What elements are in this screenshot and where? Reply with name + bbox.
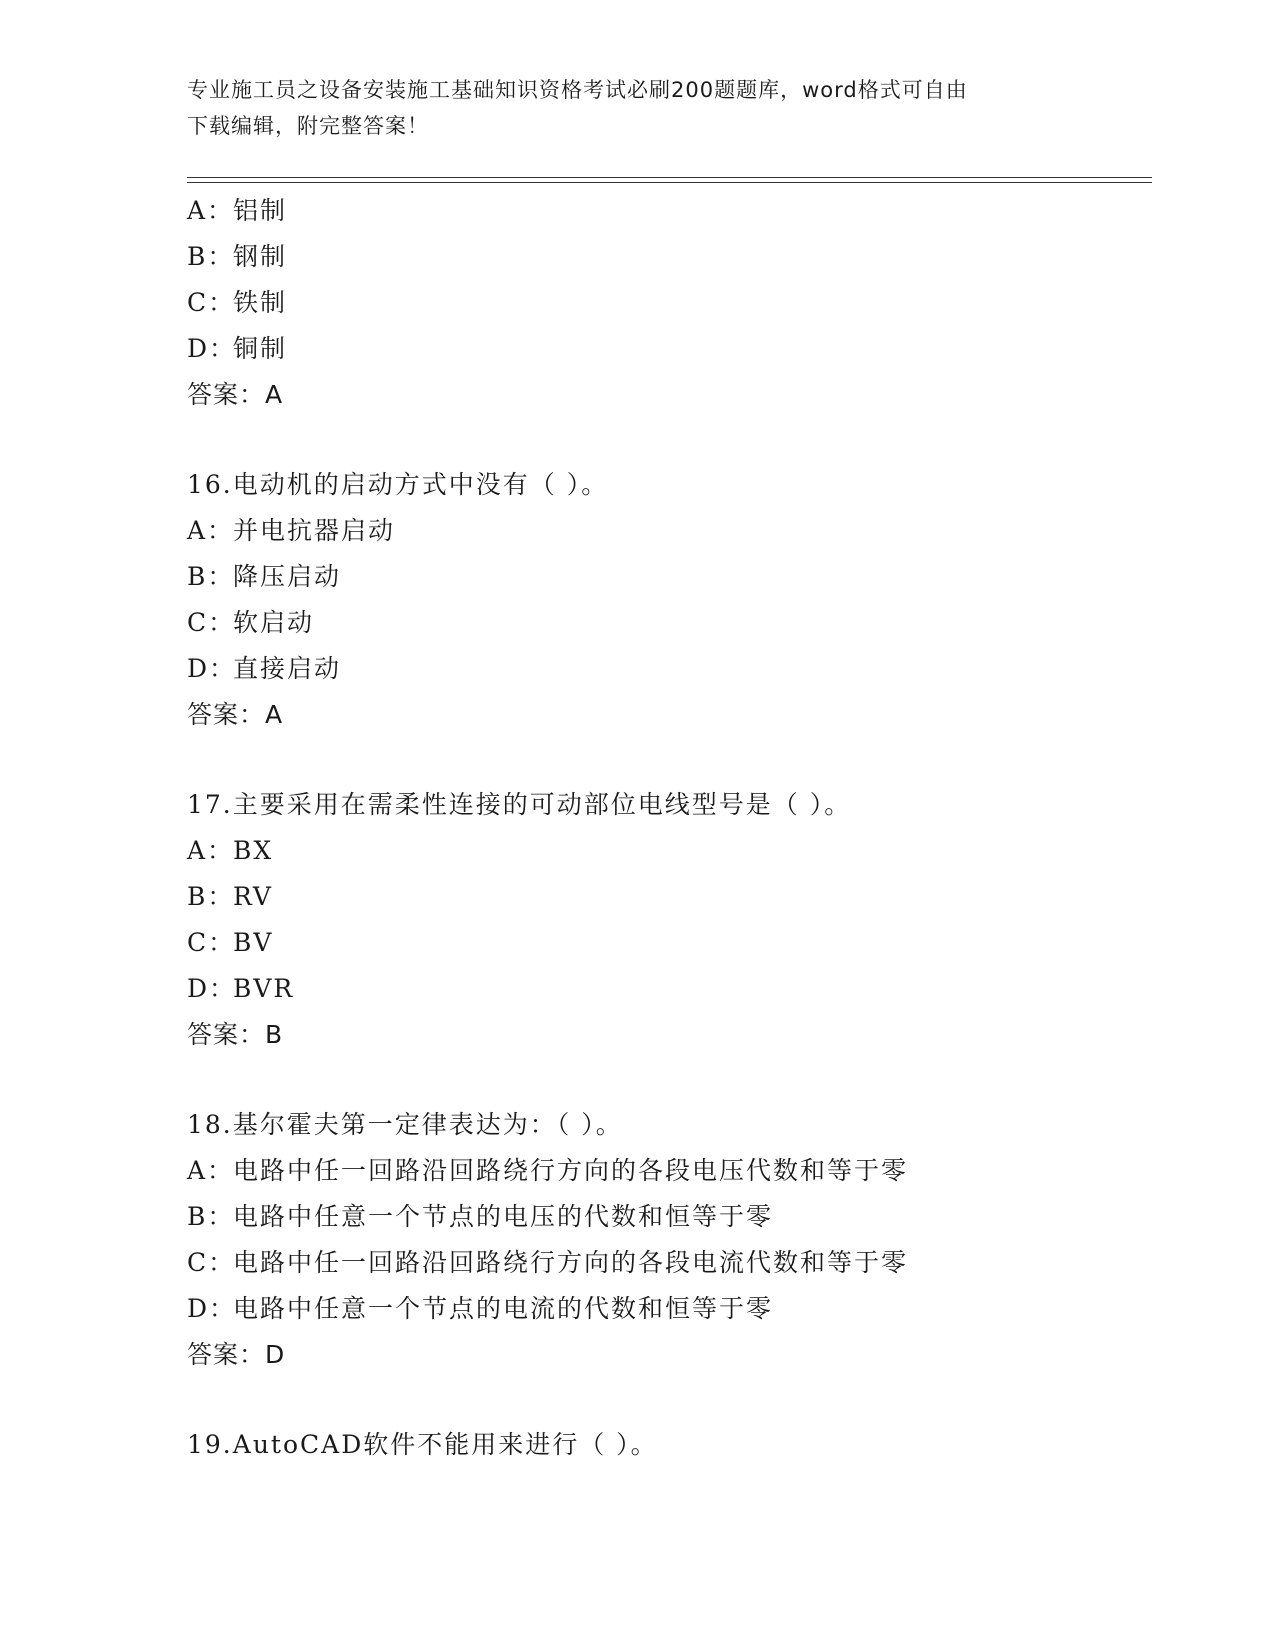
option-a: A：铝制 bbox=[187, 196, 288, 225]
header-divider-bottom bbox=[187, 182, 1152, 183]
header-line-1: 专业施工员之设备安装施工基础知识资格考试必刷200题题库，word格式可自由 bbox=[187, 78, 968, 102]
option-a: A：BX bbox=[187, 836, 274, 865]
option-a: A：电路中任一回路沿回路绕行方向的各段电压代数和等于零 bbox=[187, 1156, 909, 1185]
document-header bbox=[187, 72, 1067, 144]
answer-line: 答案：A bbox=[187, 380, 284, 409]
question-block-18 bbox=[187, 1102, 1147, 1378]
question-text: 19.AutoCAD软件不能用来进行（ ）。 bbox=[187, 1430, 658, 1459]
option-b: B：降压启动 bbox=[187, 562, 342, 591]
question-block-19 bbox=[187, 1422, 1147, 1468]
option-c: C：电路中任一回路沿回路绕行方向的各段电流代数和等于零 bbox=[187, 1248, 909, 1277]
option-d: D：电路中任意一个节点的电流的代数和恒等于零 bbox=[187, 1294, 774, 1323]
option-c: C：BV bbox=[187, 928, 274, 957]
question-text: 17.主要采用在需柔性连接的可动部位电线型号是（ ）。 bbox=[187, 790, 852, 819]
option-b: B：电路中任意一个节点的电压的代数和恒等于零 bbox=[187, 1202, 774, 1231]
answer-line: 答案：D bbox=[187, 1340, 286, 1369]
question-text: 16.电动机的启动方式中没有（ ）。 bbox=[187, 470, 609, 499]
option-d: D：铜制 bbox=[187, 334, 288, 363]
option-b: B：RV bbox=[187, 882, 273, 911]
option-d: D：直接启动 bbox=[187, 654, 342, 683]
question-text: 18.基尔霍夫第一定律表达为：（ ）。 bbox=[187, 1110, 623, 1139]
header-divider-top bbox=[187, 177, 1152, 178]
question-block-15 bbox=[187, 188, 1147, 418]
option-b: B：钢制 bbox=[187, 242, 288, 271]
header-line-2: 下载编辑，附完整答案！ bbox=[187, 114, 429, 138]
option-a: A：并电抗器启动 bbox=[187, 516, 396, 545]
answer-line: 答案：A bbox=[187, 700, 284, 729]
answer-line: 答案：B bbox=[187, 1020, 284, 1049]
question-block-16 bbox=[187, 462, 1147, 738]
option-c: C：软启动 bbox=[187, 608, 315, 637]
option-d: D：BVR bbox=[187, 974, 295, 1003]
question-block-17 bbox=[187, 782, 1147, 1058]
option-c: C：铁制 bbox=[187, 288, 288, 317]
question-list bbox=[187, 188, 1147, 1468]
